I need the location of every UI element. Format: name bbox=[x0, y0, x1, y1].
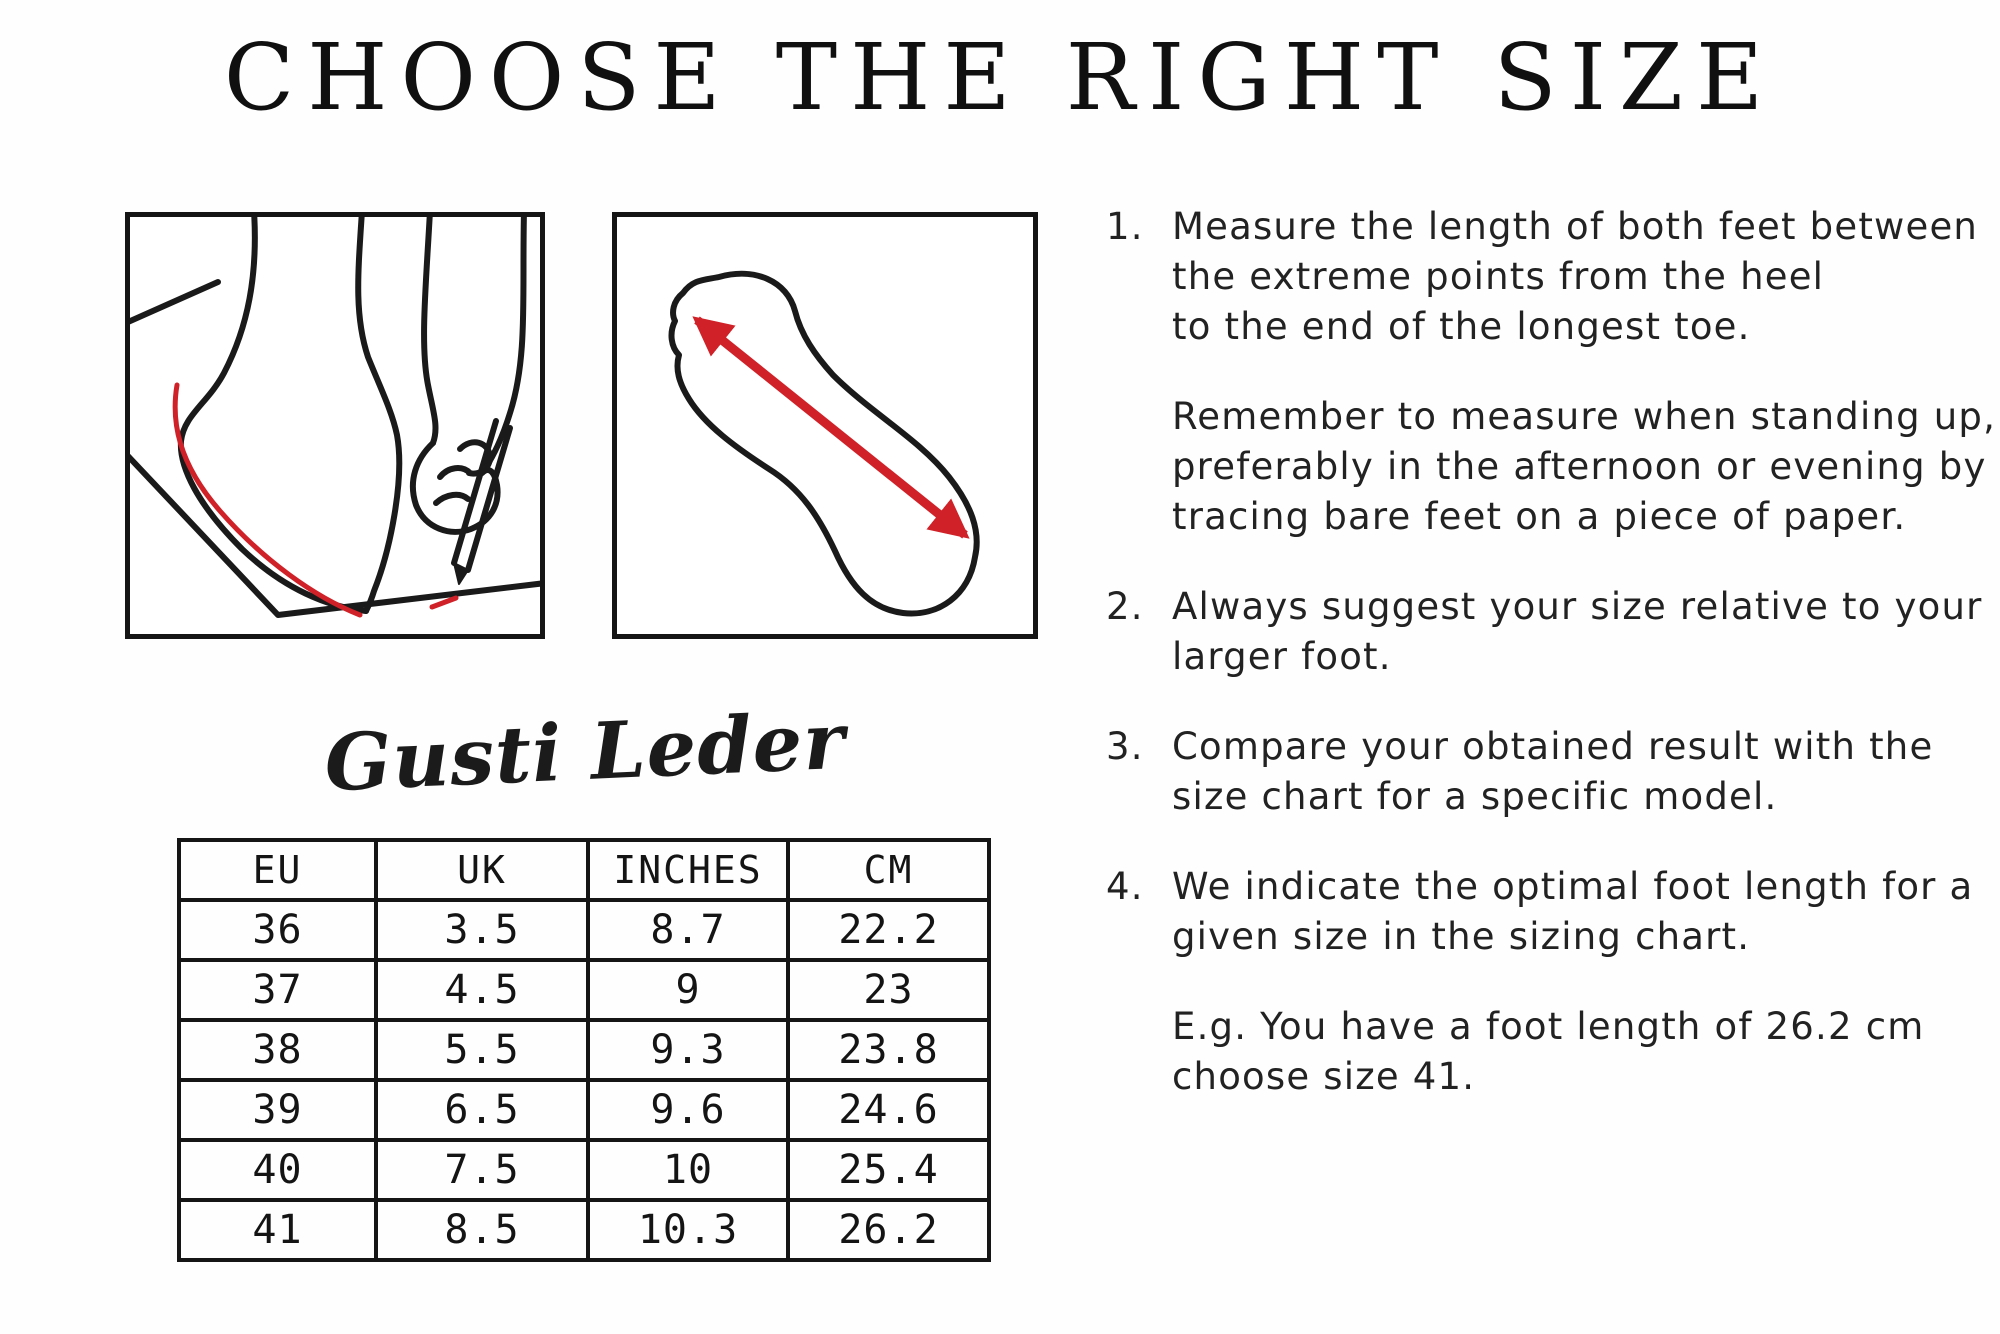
size-cell: 38 bbox=[179, 1020, 376, 1080]
table-row bbox=[179, 900, 989, 960]
instruction-text bbox=[1172, 862, 1973, 962]
instruction-item bbox=[1106, 722, 1936, 822]
instruction-line: Remember to measure when standing up, bbox=[1172, 395, 1997, 438]
size-cell: 39 bbox=[179, 1080, 376, 1140]
size-cell: 22.2 bbox=[788, 900, 989, 960]
size-cell: 36 bbox=[179, 900, 376, 960]
brand-logo: Gusti Leder bbox=[322, 695, 848, 809]
size-cell: 3.5 bbox=[376, 900, 588, 960]
table-row bbox=[179, 1200, 989, 1260]
size-cell: 23.8 bbox=[788, 1020, 989, 1080]
instruction-line: size chart for a specific model. bbox=[1172, 775, 1778, 818]
size-col-header: UK bbox=[376, 840, 588, 900]
instruction-item bbox=[1106, 392, 1997, 542]
instruction-text bbox=[1172, 722, 1933, 822]
instruction-number: 3. bbox=[1106, 725, 1144, 768]
size-cell: 25.4 bbox=[788, 1140, 989, 1200]
foot-outline-drawing bbox=[617, 217, 1033, 634]
instruction-line: to the end of the longest toe. bbox=[1172, 305, 1751, 348]
footprint-outline bbox=[672, 274, 977, 614]
table-row bbox=[179, 1140, 989, 1200]
size-cell: 9.3 bbox=[588, 1020, 788, 1080]
foot-tracing-illustration bbox=[125, 212, 545, 639]
instruction-line: preferably in the afternoon or evening by bbox=[1172, 445, 1987, 488]
size-cell: 9.6 bbox=[588, 1080, 788, 1140]
page-title: CHOOSE THE RIGHT SIZE bbox=[223, 24, 1777, 131]
size-cell: 6.5 bbox=[376, 1080, 588, 1140]
instruction-number: 4. bbox=[1106, 865, 1144, 908]
instruction-number: 1. bbox=[1106, 205, 1144, 248]
size-col-header: EU bbox=[179, 840, 376, 900]
instruction-text bbox=[1172, 582, 1983, 682]
size-cell: 4.5 bbox=[376, 960, 588, 1020]
size-cell: 40 bbox=[179, 1140, 376, 1200]
instruction-line: choose size 41. bbox=[1172, 1055, 1476, 1098]
instruction-item bbox=[1106, 1002, 1936, 1102]
instruction-line: Compare your obtained result with the bbox=[1172, 725, 1934, 768]
table-row bbox=[179, 1080, 989, 1140]
size-cell: 8.5 bbox=[376, 1200, 588, 1260]
size-cell: 37 bbox=[179, 960, 376, 1020]
size-cell: 7.5 bbox=[376, 1140, 588, 1200]
instruction-number: 2. bbox=[1106, 585, 1144, 628]
instruction-line: given size in the sizing chart. bbox=[1172, 915, 1751, 958]
table-row bbox=[179, 960, 989, 1020]
instruction-line: Always suggest your size relative to your bbox=[1172, 585, 1983, 628]
foot-measurement-illustration bbox=[612, 212, 1038, 639]
instructions-list bbox=[1106, 202, 1997, 1142]
instruction-item bbox=[1106, 582, 1983, 682]
instruction-line: We indicate the optimal foot length for a bbox=[1172, 865, 1974, 908]
measure-arrow-icon bbox=[697, 320, 965, 535]
instruction-text bbox=[1172, 392, 1996, 542]
instruction-text bbox=[1172, 1002, 1924, 1102]
size-col-header: INCHES bbox=[588, 840, 788, 900]
instruction-line: larger foot. bbox=[1172, 635, 1392, 678]
size-cell: 26.2 bbox=[788, 1200, 989, 1260]
instruction-number bbox=[1106, 392, 1172, 542]
instruction-line: the extreme points from the heel bbox=[1172, 255, 1825, 298]
size-cell: 9 bbox=[588, 960, 788, 1020]
instruction-number bbox=[1106, 1002, 1172, 1102]
size-cell: 24.6 bbox=[788, 1080, 989, 1140]
instruction-text bbox=[1172, 202, 1978, 352]
hand-with-pencil-outline bbox=[413, 217, 524, 584]
size-cell: 23 bbox=[788, 960, 989, 1020]
instruction-item bbox=[1106, 202, 1979, 352]
size-table-header-row bbox=[179, 840, 989, 900]
size-col-header: CM bbox=[788, 840, 989, 900]
instruction-line: Measure the length of both feet between bbox=[1172, 205, 1979, 248]
leg-and-foot-outline bbox=[181, 217, 399, 611]
size-chart-table bbox=[177, 838, 991, 1262]
table-row bbox=[179, 1020, 989, 1080]
size-cell: 41 bbox=[179, 1200, 376, 1260]
size-cell: 5.5 bbox=[376, 1020, 588, 1080]
instruction-line: tracing bare feet on a piece of paper. bbox=[1172, 495, 1907, 538]
foot-tracing-drawing bbox=[130, 217, 540, 634]
size-cell: 10.3 bbox=[588, 1200, 788, 1260]
paper-outline bbox=[130, 282, 540, 615]
size-cell: 8.7 bbox=[588, 900, 788, 960]
instruction-line: E.g. You have a foot length of 26.2 cm bbox=[1172, 1005, 1925, 1048]
instruction-item bbox=[1106, 862, 1974, 962]
size-cell: 10 bbox=[588, 1140, 788, 1200]
